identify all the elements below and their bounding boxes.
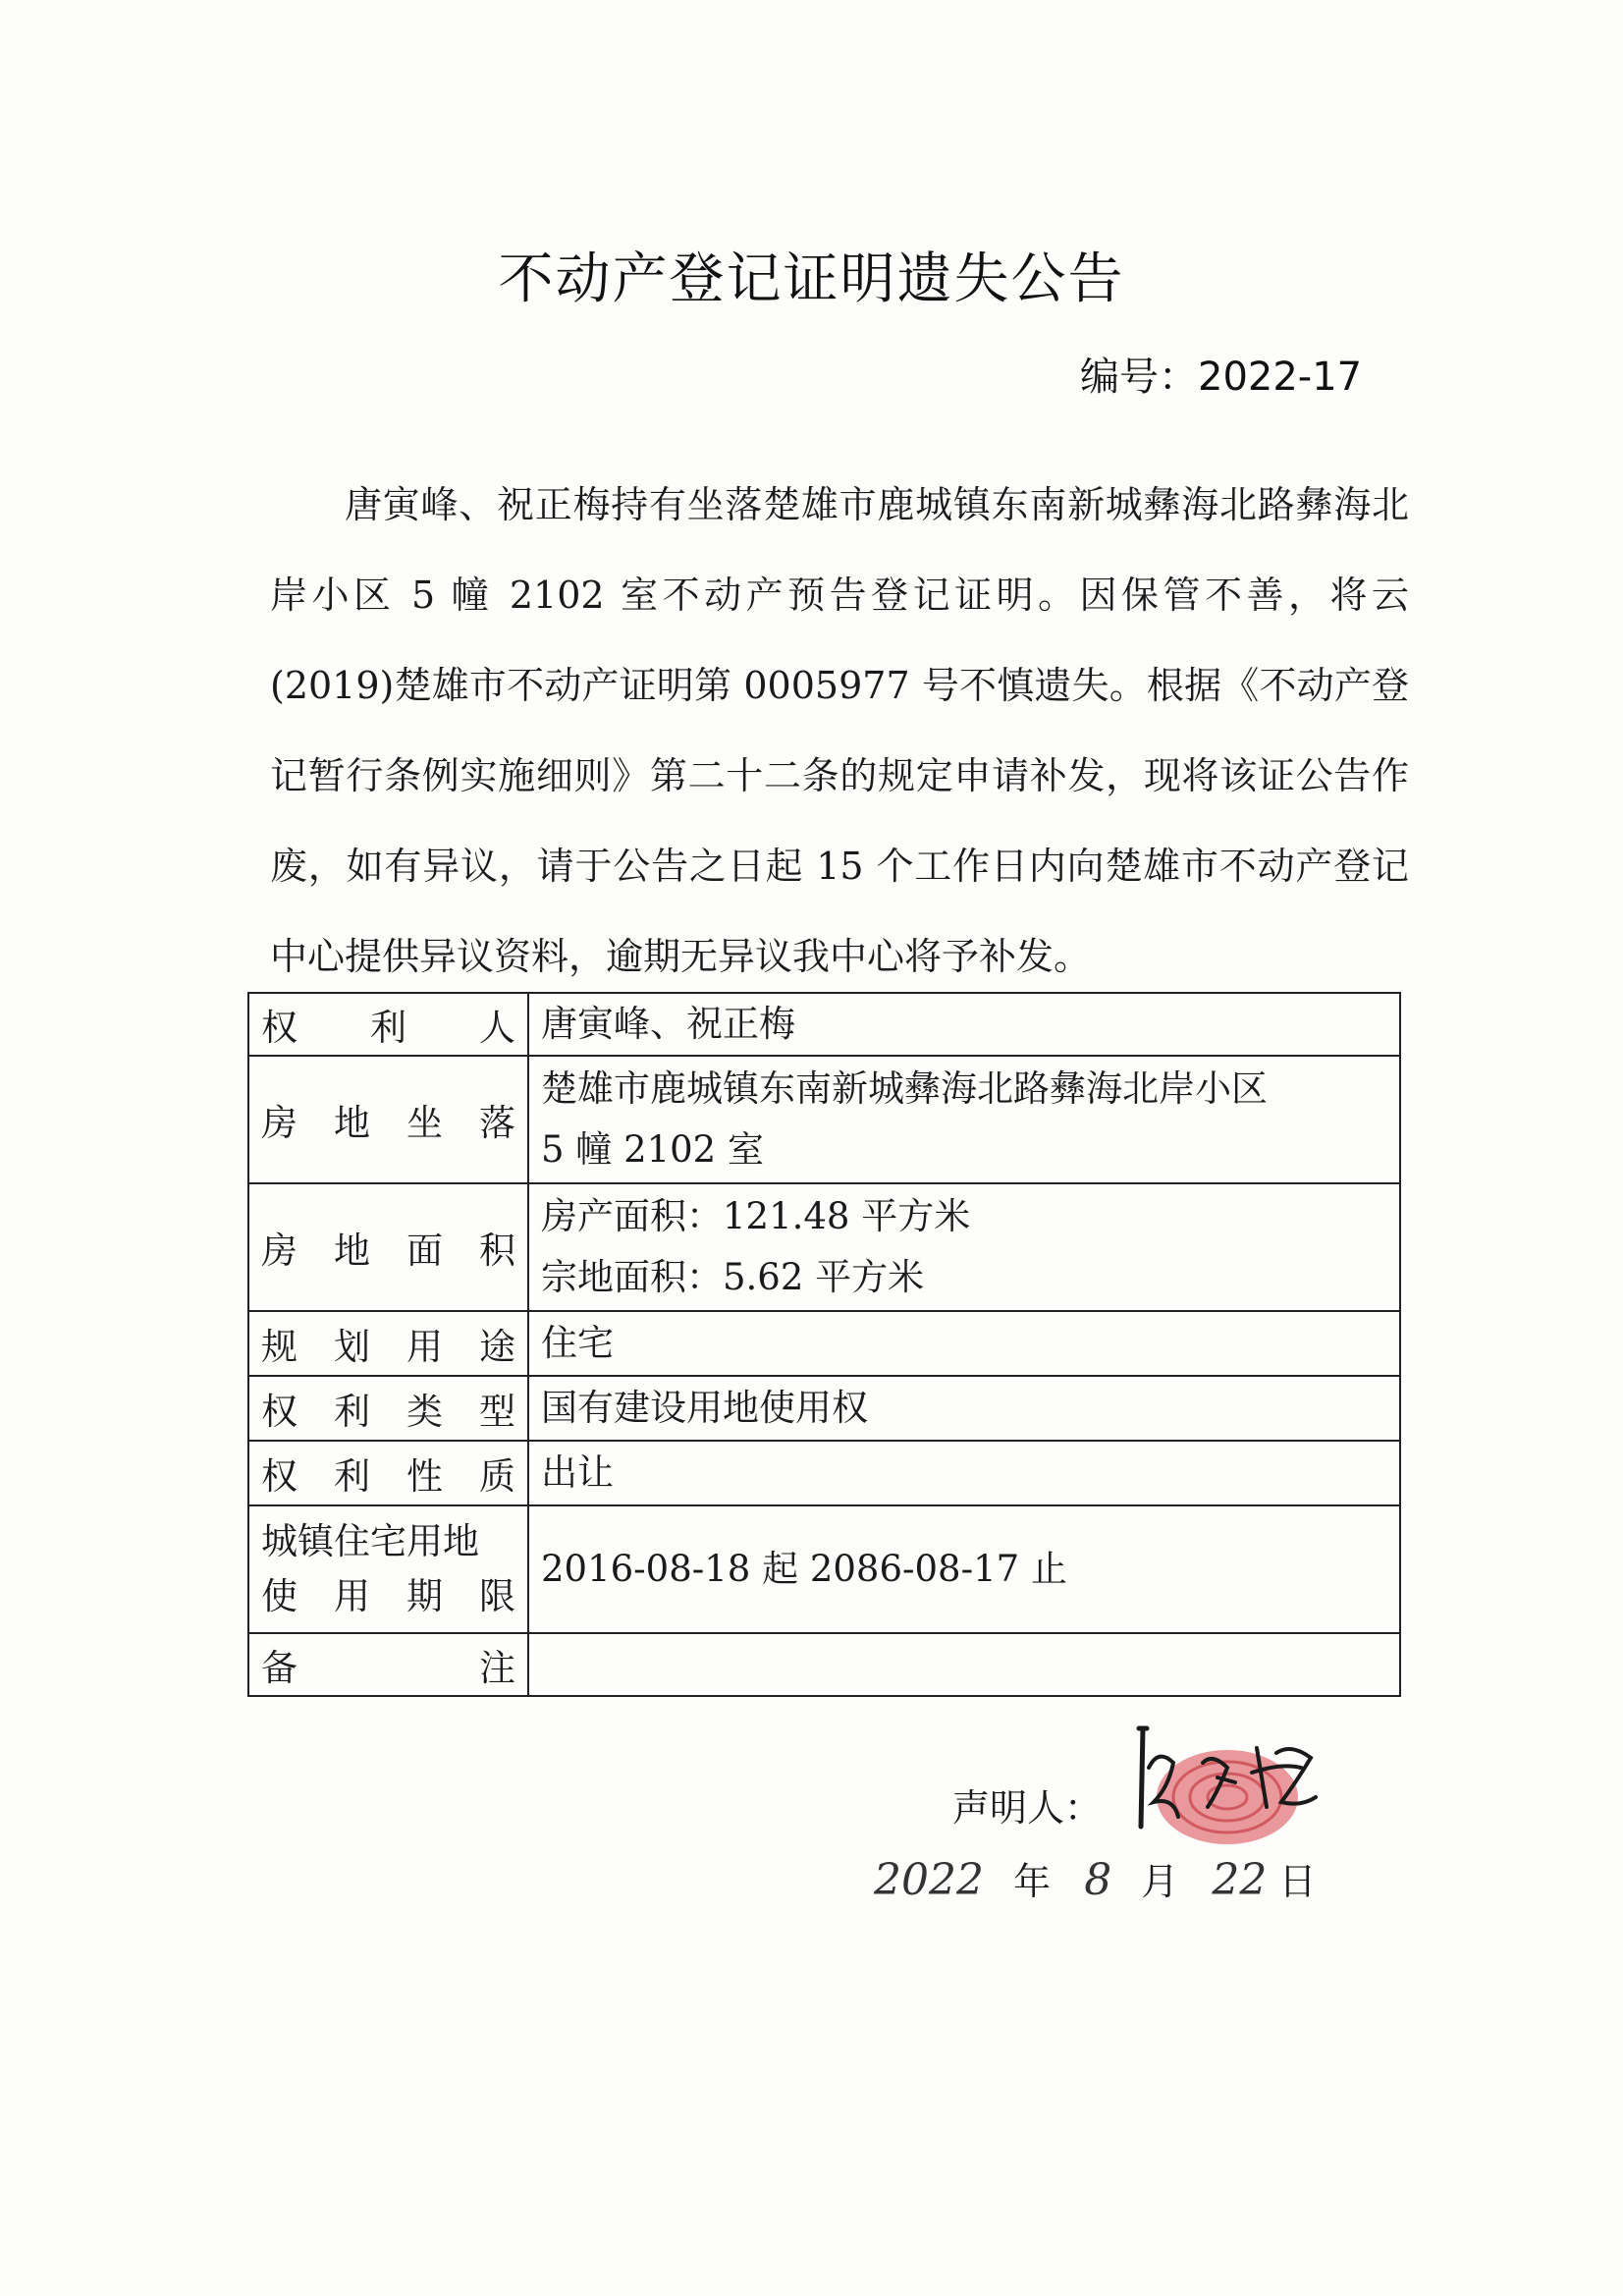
area-value xyxy=(528,1183,1400,1311)
date-year-unit: 年 xyxy=(1013,1860,1052,1903)
label-char: 房 xyxy=(261,1102,298,1144)
right-nature-label xyxy=(248,1441,528,1505)
label-char: 途 xyxy=(479,1326,515,1368)
label-char: 积 xyxy=(479,1230,515,1272)
location-value xyxy=(528,1056,1400,1183)
rights-holder-value: 唐寅峰、祝正梅 xyxy=(528,993,1400,1056)
label-char: 人 xyxy=(479,1007,515,1049)
building-area: 房产面积：121.48 平方米 xyxy=(541,1195,971,1237)
label-char: 类 xyxy=(406,1391,443,1433)
term-value: 2016-08-18 起 2086-08-17 止 xyxy=(528,1505,1400,1633)
label-char: 使 xyxy=(261,1575,298,1617)
handwritten-signature xyxy=(1119,1709,1335,1866)
date-day-unit: 日 xyxy=(1278,1860,1317,1903)
land-area: 宗地面积：5.62 平方米 xyxy=(541,1256,925,1298)
table-row xyxy=(248,1441,1400,1505)
label-char: 权 xyxy=(261,1455,298,1498)
right-type-label xyxy=(248,1376,528,1441)
label-char: 注 xyxy=(479,1647,515,1689)
table-row xyxy=(248,993,1400,1056)
document-title: 不动产登记证明遗失公告 xyxy=(498,247,1125,311)
label-char: 期 xyxy=(406,1575,443,1617)
label-char: 备 xyxy=(261,1647,298,1689)
table-row xyxy=(248,1376,1400,1441)
table-row xyxy=(248,1505,1400,1633)
declarant-label: 声明人： xyxy=(952,1786,1103,1830)
label-text: 城镇住宅用地 xyxy=(261,1520,479,1562)
label-char: 面 xyxy=(406,1230,443,1272)
label-char: 性 xyxy=(406,1455,443,1498)
right-nature-value: 出让 xyxy=(528,1441,1400,1505)
label-char: 落 xyxy=(479,1102,515,1144)
location-label xyxy=(248,1056,528,1183)
rights-holder-label xyxy=(248,993,528,1056)
term-label-line-2 xyxy=(261,1569,515,1624)
document-number: 编号：2022-17 xyxy=(1080,355,1363,400)
right-type-value: 国有建设用地使用权 xyxy=(528,1376,1400,1441)
term-label xyxy=(248,1505,528,1633)
declaration-date xyxy=(874,1851,1317,1905)
label-char: 坐 xyxy=(406,1102,443,1144)
label-char: 用 xyxy=(406,1326,443,1368)
announcement-paragraph: 唐寅峰、祝正梅持有坐落楚雄市鹿城镇东南新城彝海北路彝海北岸小区 5 幢 2102 室不动产预告登记证明。因保管不善，将云(2019)楚雄市不动产证明第 0005977 号不慎遗失。根据《不动产登记暂行条例实施细则》第二十二条的规定申请补发，现将该证公告作废，如有异议，请于公告之日起 15 个工作日内向楚雄市不动产登记中心提供异议资料，逾期无异议我中心将予补发。 xyxy=(270,483,1409,978)
planned-use-value: 住宅 xyxy=(528,1311,1400,1376)
table-row xyxy=(248,1633,1400,1696)
date-year: 2022 xyxy=(874,1855,984,1905)
date-month-unit: 月 xyxy=(1141,1860,1179,1903)
remarks-label xyxy=(248,1633,528,1696)
label-char: 划 xyxy=(334,1326,370,1368)
planned-use-label xyxy=(248,1311,528,1376)
location-line-1: 楚雄市鹿城镇东南新城彝海北路彝海北岸小区 xyxy=(541,1067,1268,1110)
area-label xyxy=(248,1183,528,1311)
label-char: 权 xyxy=(261,1007,298,1049)
announcement-body xyxy=(270,460,1409,1002)
label-char: 规 xyxy=(261,1326,298,1368)
location-line-2: 5 幢 2102 室 xyxy=(541,1128,764,1171)
term-label-line-1 xyxy=(261,1514,515,1569)
label-char: 房 xyxy=(261,1230,298,1272)
label-char: 用 xyxy=(334,1575,370,1617)
label-char: 权 xyxy=(261,1391,298,1433)
label-char: 质 xyxy=(479,1455,515,1498)
date-month: 8 xyxy=(1084,1855,1112,1905)
property-info-table xyxy=(247,992,1401,1697)
table-row xyxy=(248,1183,1400,1311)
label-char: 地 xyxy=(334,1102,370,1144)
label-char: 型 xyxy=(479,1391,515,1433)
label-char: 利 xyxy=(334,1455,370,1498)
label-char: 利 xyxy=(334,1391,370,1433)
table-row xyxy=(248,1056,1400,1183)
label-char: 地 xyxy=(334,1230,370,1272)
label-char: 限 xyxy=(479,1575,515,1617)
date-day: 22 xyxy=(1212,1855,1268,1905)
remarks-value xyxy=(528,1633,1400,1696)
table-row xyxy=(248,1311,1400,1376)
label-char: 利 xyxy=(370,1007,406,1049)
